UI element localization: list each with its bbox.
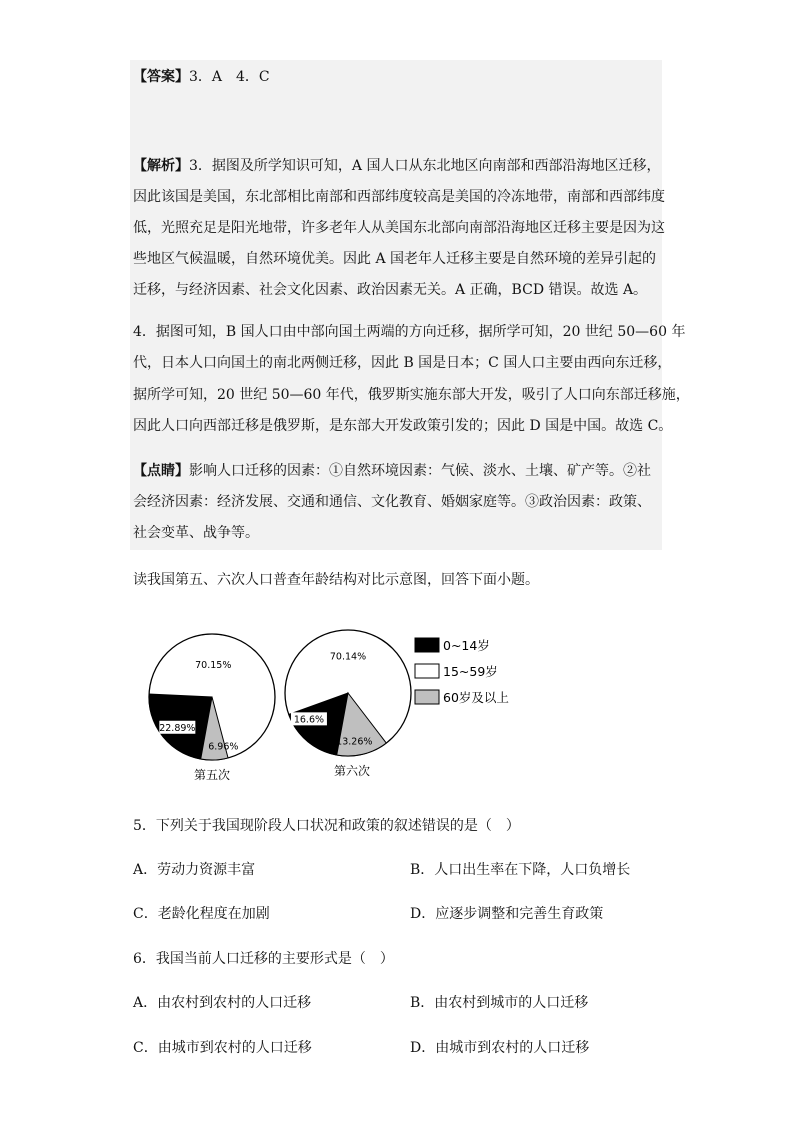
pie-value-label: 13.26% xyxy=(336,736,373,748)
analysis-tag: 【解析】 xyxy=(133,158,189,174)
pie-value-label: 70.15% xyxy=(195,659,232,671)
answer-line xyxy=(133,67,270,87)
q6-option-b[interactable]: B．由农村到城市的人口迁移 xyxy=(410,995,589,1011)
points-line-1 xyxy=(133,461,651,481)
chart-legend xyxy=(415,638,509,705)
analysis-line-1 xyxy=(133,156,660,176)
pie-census-6 xyxy=(285,630,411,778)
pie-chart-figure xyxy=(140,625,520,785)
legend-label: 60岁及以上 xyxy=(443,690,509,705)
q5-option-c[interactable]: C．老龄化程度在加剧 xyxy=(133,906,270,922)
q6-option-d[interactable]: D．由城市到农村的人口迁移 xyxy=(410,1040,590,1056)
points-tag: 【点睛】 xyxy=(133,463,189,479)
intro-text: 读我国第五、六次人口普查年龄结构对比示意图，回答下面小题。 xyxy=(133,572,539,588)
q4-analysis-line-2: 代，日本人口向国土的南北两侧迁移，因此 B 国是日本；C 国人口主要由西向东迁移， xyxy=(133,355,672,371)
points-text: 影响人口迁移的因素：①自然环境因素：气候、淡水、土壤、矿产等。②社 xyxy=(189,463,651,479)
legend-swatch xyxy=(415,638,439,652)
q5-stem: 5．下列关于我国现阶段人口状况和政策的叙述错误的是（ ） xyxy=(133,818,520,834)
q6-option-a[interactable]: A．由农村到农村的人口迁移 xyxy=(133,995,312,1011)
analysis-line-2: 因此该国是美国，东北部相比南部和西部纬度较高是美国的冷冻地带，南部和西部纬度 xyxy=(133,189,665,205)
analysis-line-5: 迁移，与经济因素、社会文化因素、政治因素无关。A 正确，BCD 错误。故选 A。 xyxy=(133,282,648,298)
q6-stem: 6．我国当前人口迁移的主要形式是（ ） xyxy=(133,951,394,967)
pie-value-label: 70.14% xyxy=(329,651,367,663)
q5-option-d[interactable]: D．应逐步调整和完善生育政策 xyxy=(410,906,604,922)
analysis-line-3: 低，光照充足是阳光地带，许多老年人从美国东北部向南部沿海地区迁移主要是因为这 xyxy=(133,220,665,236)
q5-option-a[interactable]: A．劳动力资源丰富 xyxy=(133,862,256,878)
points-line-3: 社会变革、战争等。 xyxy=(133,525,259,541)
pie-title: 第五次 xyxy=(193,768,231,782)
points-line-2: 会经济因素：经济发展、交通和通信、文化教育、婚姻家庭等。③政治因素：政策、 xyxy=(133,494,651,510)
pie-value-label: 22.89% xyxy=(159,722,196,734)
analysis-line-4: 些地区气候温暖，自然环境优美。因此 A 国老年人迁移主要是自然环境的差异引起的 xyxy=(133,251,657,267)
pie-title: 第六次 xyxy=(333,764,371,778)
q4-analysis-line-3: 据所学可知，20 世纪 50—60 年代，俄罗斯实施东部大开发，吸引了人口向东部迁移施， xyxy=(133,387,690,403)
legend-label: 0~14岁 xyxy=(443,638,490,653)
q4-analysis-line-1: 4．据图可知，B 国人口由中部向国土两端的方向迁移，据所学可知，20 世纪 50—60 年 xyxy=(133,324,686,340)
answer-tag: 【答案】 xyxy=(133,69,189,85)
legend-swatch xyxy=(415,664,439,678)
pie-census-5 xyxy=(149,634,275,782)
analysis-text: 3．据图及所学知识可知，A 国人口从东北地区向南部和西部沿海地区迁移， xyxy=(189,158,661,174)
q5-option-b[interactable]: B．人口出生率在下降，人口负增长 xyxy=(410,862,631,878)
pie-value-label: 6.96% xyxy=(208,741,239,753)
legend-swatch xyxy=(415,690,439,704)
legend-label: 15~59岁 xyxy=(443,664,498,679)
answer-text: 3．A 4．C xyxy=(189,69,270,85)
q6-option-c[interactable]: C．由城市到农村的人口迁移 xyxy=(133,1040,312,1056)
q4-analysis-line-4: 因此人口向西部迁移是俄罗斯，是东部大开发政策引发的；因此 D 国是中国。故选 C。 xyxy=(133,418,673,434)
pie-value-label: 16.6% xyxy=(293,714,325,726)
